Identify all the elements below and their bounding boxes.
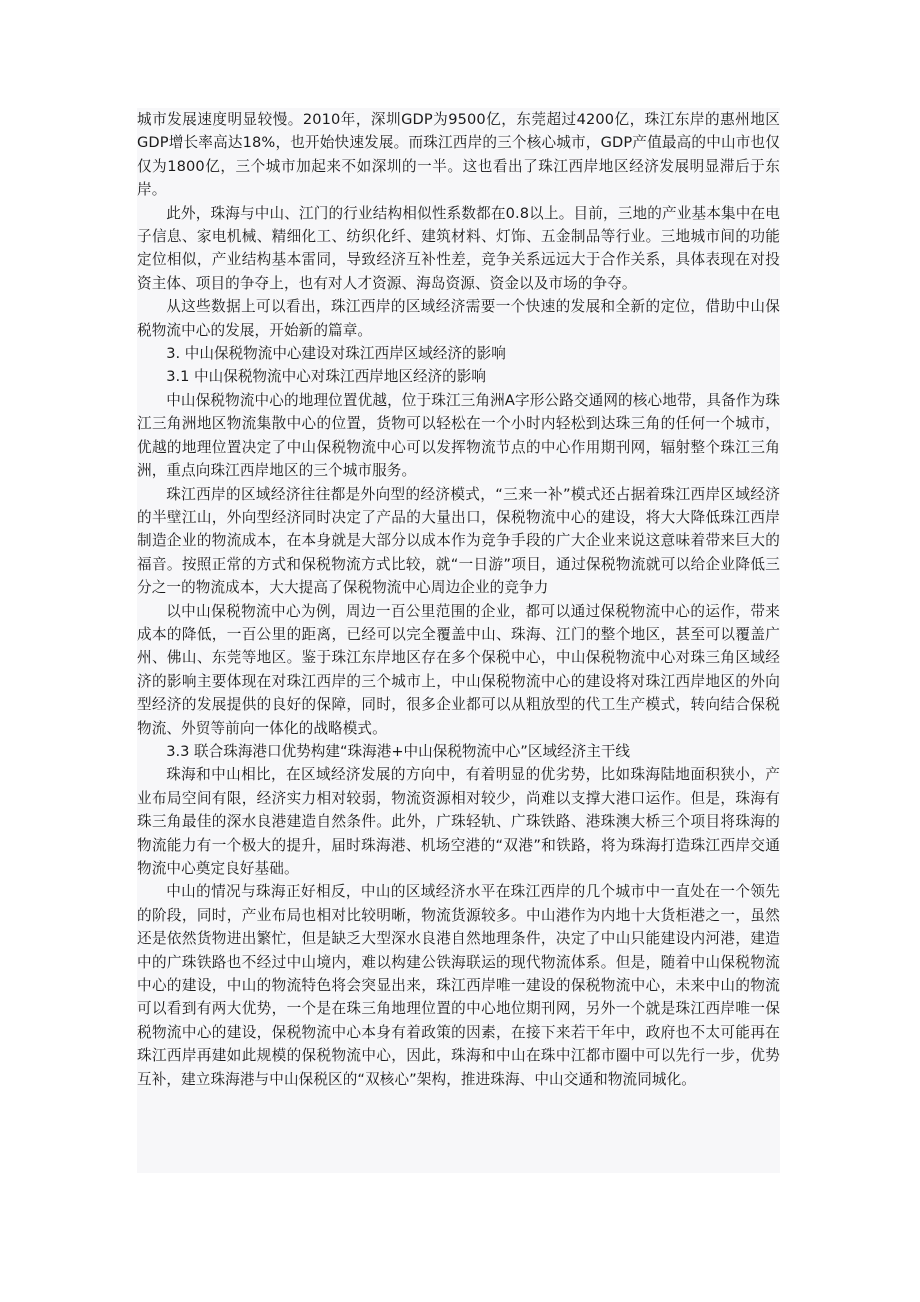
- article-body: [137, 108, 780, 1173]
- paragraph-industry-similarity: 此外，珠海与中山、江门的行业结构相似性系数都在0.8以上。目前，三地的产业基本集中在电子信息、家电机械、精细化工、纺织化纤、建筑材料、灯饰、五金制品等行业。三地城市间的功能定位相似，产业结构基本雷同，导致经济互补性差，竞争关系远远大于合作关系，具体表现在对投资主体、项目的争夺上，也有对人才资源、海岛资源、资金以及市场的争夺。: [137, 204, 780, 292]
- paragraph-location-advantage: 中山保税物流中心的地理位置优越，位于珠江三角洲A字形公路交通网的核心地带，具备作为珠江三角洲地区物流集散中心的位置，货物可以轻松在一个小时内轻松到达珠三角的任何一个城市，优越的地理位置决定了中山保税物流中心可以发挥物流节点的中心作用期刊网，辐射整个珠江三角洲，重点向珠江西岸地区的三个城市服务。: [137, 391, 780, 480]
- section-heading-3-3: 3.3 联合珠海港口优势构建“珠海港+中山保税物流中心”区域经济主干线: [166, 742, 631, 760]
- section-heading-3-1: 3.1 中山保税物流中心对珠江西岸地区经济的影响: [166, 368, 486, 386]
- paragraph-zhongshan-situation: 中山的情况与珠海正好相反，中山的区域经济水平在珠江西岸的几个城市中一直处在一个领先的阶段，同时，产业布局也相对比较明晰，物流货源较多。中山港作为内地十大货柜港之一，虽然还是依然货物进出繁忙，但是缺乏大型深水良港自然地理条件，决定了中山只能建设内河港，建造中的广珠铁路也不经过中山境内，难以构建公铁海联运的现代物流体系。但是，随着中山保税物流中心的建设，中山的物流特色将会突显出来，珠江西岸唯一建设的保税物流中心，未来中山的物流可以看到有两大优势，一个是在珠三角地理位置的中心地位期刊网，另外一个就是珠江西岸唯一保税物流中心的建设，保税物流中心本身有着政策的因素，在接下来若干年中，政府也不太可能再在珠江西岸再建如此规模的保税物流中心，因此，珠海和中山在珠中江都市圈中可以先行一步，优势互补，建立珠海港与中山保税区的“双核心”架构，推进珠海、中山交通和物流同城化。: [137, 883, 780, 1088]
- paragraph-data-conclusion: 从这些数据上可以看出，珠江西岸的区域经济需要一个快速的发展和全新的定位，借助中山保税物流中心的发展，开始新的篇章。: [137, 298, 780, 339]
- paragraph-gdp-comparison: 城市发展速度明显较慢。2010年，深圳GDP为9500亿，东莞超过4200亿，珠江东岸的惠州地区GDP增长率高达18%，也开始快速发展。而珠江西岸的三个核心城市，GDP产值最高的中山市也仅仅为1800亿，三个城市加起来不如深圳的一半。这也看出了珠江西岸地区经济发展明显滞后于东岸。: [137, 111, 780, 199]
- paragraph-export-economy: 珠江西岸的区域经济往往都是外向型的经济模式，“三来一补”模式还占据着珠江西岸区域经济的半壁江山，外向型经济同时决定了产品的大量出口，保税物流中心的建设，将大大降低珠江西岸制造企业的物流成本，在本身就是大部分以成本作为竞争手段的广大企业来说这意味着带来巨大的福音。按照正常的方式和保税物流方式比较，就“一日游”项目，通过保税物流就可以给企业降低三分之一的物流成本，大大提高了保税物流中心周边企业的竞争力: [137, 485, 780, 597]
- section-heading-3: 3. 中山保税物流中心建设对珠江西岸区域经济的影响: [166, 345, 506, 363]
- paragraph-zhuhai-comparison: 珠海和中山相比，在区域经济发展的方向中，有着明显的优劣势，比如珠海陆地面积狭小，产业布局空间有限，经济实力相对较弱，物流资源相对较少，尚难以支撑大港口运作。但是，珠海有珠三角最佳的深水良港建造自然条件。此外，广珠轻轨、广珠铁路、港珠澳大桥三个项目将珠海的物流能力有一个极大的提升，届时珠海港、机场空港的“双港”和铁路，将为珠海打造珠江西岸交通物流中心奠定良好基础。: [137, 766, 780, 877]
- paragraph-cost-reduction: 以中山保税物流中心为例，周边一百公里范围的企业，都可以通过保税物流中心的运作，带来成本的降低，一百公里的距离，已经可以完全覆盖中山、珠海、江门的整个地区，甚至可以覆盖广州、佛山、东莞等地区。鉴于珠江东岸地区存在多个保税中心，中山保税物流中心对珠三角区域经济的影响主要体现在对珠江西岸的三个城市上，中山保税物流中心的建设将对珠江西岸地区的外向型经济的发展提供的良好的保障，同时，很多企业都可以从粗放型的代工生产模式，转向结合保税物流、外贸等前向一体化的战略模式。: [137, 602, 780, 737]
